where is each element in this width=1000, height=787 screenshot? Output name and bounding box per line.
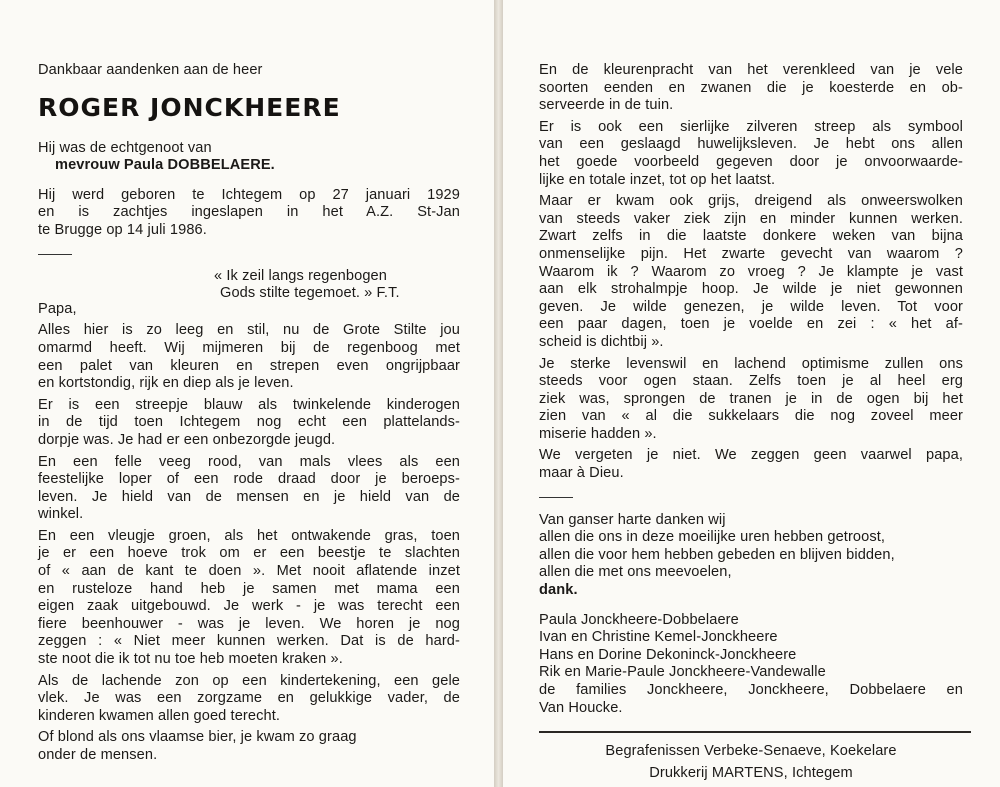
text-line: omarmd heeft. Wij mijmeren bij de regenboog met <box>38 339 460 356</box>
divider-dash <box>38 254 72 255</box>
paragraph <box>539 62 963 115</box>
thanks-line: allen die ons in deze moeilijke uren hebben getroost, <box>539 529 886 546</box>
text-line: Als de lachende zon op een kindertekening, een gele <box>38 672 460 689</box>
footer-line: Begrafenissen Verbeke-Senaeve, Koekelare <box>605 743 897 760</box>
text-line: een paar dagen, toen je voelde en zei : « het af- <box>539 316 963 333</box>
text-line: je er een hoeve trok om er een beestje te slachten <box>38 545 460 562</box>
family-line: Van Houcke. <box>539 699 623 716</box>
text-line: scheid is dichtbij ». <box>539 333 664 350</box>
text-line: van steeds vaker ziek zijn en minder kunnen werken. <box>539 210 963 227</box>
paragraph <box>38 397 460 450</box>
text-line: eigen zaak uitgebouwd. Je werk - je was terecht een <box>38 598 460 615</box>
text-line: feestelijke loper of een rode draad door je beroeps- <box>38 471 460 488</box>
text-line: fiere beenhouwer - was je leven. We horen je nog <box>38 615 460 632</box>
text-line: Waarom ik ? Waarom zo vroeg ? Je klampte je vast <box>539 263 963 280</box>
text-line: Er is een streepje blauw als twinkelende kinderogen <box>38 396 460 413</box>
text-line: ziek was, sprongen de tranen je in de ogen bij het <box>539 390 963 407</box>
paragraph <box>38 729 460 764</box>
text-line: geven. Je wilde genezen, je wilde leven. Tot voor <box>539 298 963 315</box>
quote-line: Gods stilte tegemoet. » F.T. <box>220 285 400 302</box>
text-line: zien van « al die sukkelaars die nog zoveel meer <box>539 408 963 425</box>
text-line: Er is ook een sierlijke zilveren streep als symbool <box>539 118 963 135</box>
text-line: van een geslaagd huwelijksleven. Je hebt ons allen <box>539 136 963 153</box>
text-line: winkel. <box>38 506 84 523</box>
birth-line: en is zachtjes ingeslapen in het A.Z. St-Jan <box>38 204 460 221</box>
thanks-line: Van ganser harte danken wij <box>539 511 726 528</box>
text-line: En een felle veeg rood, van mals vlees als een <box>38 453 460 470</box>
family-block <box>539 612 963 718</box>
family-line: de families Jonckheere, Jonckheere, Dobbelaere en <box>539 682 963 698</box>
text-line: kinderen kwamen allen goed terecht. <box>38 707 281 724</box>
birth-line: te Brugge op 14 juli 1986. <box>38 221 207 238</box>
paragraph <box>539 356 963 444</box>
text-line: het goede voorbeeld gegeven door je onvoorwaarde- <box>539 153 963 170</box>
text-line: Of blond als ons vlaamse bier, je kwam zo graag <box>38 729 357 746</box>
family-line: Rik en Marie-Paule Jonckheere-Vandewalle <box>539 664 826 681</box>
text-line: of « aan de kant te doen ». Met nooit aflatende inzet <box>38 563 460 580</box>
paragraph <box>539 119 963 189</box>
paragraph <box>38 528 460 669</box>
salutation: Papa, <box>38 300 77 317</box>
spouse-name: mevrouw Paula DOBBELAERE. <box>55 157 275 174</box>
text-line: onder de mensen. <box>38 747 158 763</box>
right-page <box>502 0 1000 787</box>
text-line: ste noot die ik tot nu toe heb moeten kraken ». <box>38 651 343 668</box>
text-line: een palet van kleuren en strepen even ongrijpbaar <box>38 357 460 374</box>
text-line: soorten eenden en zwanen die je koesterde en ob- <box>539 79 963 96</box>
text-line: Alles hier is zo leeg en stil, nu de Grote Stilte jou <box>38 322 460 339</box>
text-line: leven. Je hield van de mensen en je hield van de <box>38 488 460 505</box>
paragraph <box>38 673 460 726</box>
paragraph <box>539 193 963 351</box>
text-line: We vergeten je niet. We zeggen geen vaarwel papa, <box>539 447 963 464</box>
paragraph <box>38 322 460 392</box>
text-line: aan elk strohalmpje hoop. Je wilde je niet gewonnen <box>539 281 963 298</box>
family-line: Paula Jonckheere-Dobbelaere <box>539 611 739 628</box>
spouse-line: Hij was de echtgenoot van <box>38 139 212 156</box>
footer-rule <box>539 731 971 733</box>
text-line: miserie hadden ». <box>539 425 657 442</box>
left-page <box>0 0 495 787</box>
text-line: steeds voor ogen staan. Zelfs toen je al heel erg <box>539 373 963 390</box>
right-column <box>539 62 963 782</box>
text-line: onmenselijke pijn. Het zwarte gevecht van waarom ? <box>539 245 963 262</box>
text-line: zeggen : « Niet meer kunnen werken. Dat is de hard- <box>38 633 460 650</box>
deceased-name: ROGER JONCKHEERE <box>38 92 341 122</box>
page-fold <box>495 0 502 787</box>
text-line: en rusteloze hand heb je samen met mama een <box>38 580 460 597</box>
paragraph <box>539 447 963 482</box>
thanks-line: allen die met ons meevoelen, <box>539 564 732 581</box>
birth-line: Hij werd geboren te Ichtegem op 27 januari 1929 <box>38 186 460 203</box>
left-column <box>38 62 460 765</box>
intro-text: Dankbaar aandenken aan de heer <box>38 62 263 78</box>
footer-line: Drukkerij MARTENS, Ichtegem <box>649 764 853 781</box>
thanks-block <box>539 512 963 600</box>
text-line: En de kleurenpracht van het verenkleed van je vele <box>539 62 963 78</box>
thanks-line: dank. <box>539 582 578 599</box>
text-line: maar à Dieu. <box>539 465 624 482</box>
family-line: Hans en Dorine Dekoninck-Jonckheere <box>539 646 797 663</box>
text-line: vlek. Je was een zorgzame en gelukkige vader, de <box>38 690 460 707</box>
text-line: dorpje was. Je had er een onbezorgde jeugd. <box>38 431 336 448</box>
text-line: Zwart zelfs in die laatste donkere weken van bijna <box>539 228 963 245</box>
thanks-line: allen die voor hem hebben gebeden en blijven bidden, <box>539 546 895 563</box>
text-line: En een vleugje groen, als het ontwakende gras, toen <box>38 527 460 544</box>
quote-line: « Ik zeil langs regenbogen <box>214 267 387 284</box>
footer-block <box>539 743 963 782</box>
text-line: in de tijd toen Ichtegem nog echt een plattelands- <box>38 414 460 431</box>
text-line: Maar er kwam ook grijs, dreigend als onweerswolken <box>539 193 963 210</box>
text-line: serveerde in de tuin. <box>539 97 674 114</box>
paragraph <box>38 454 460 524</box>
text-line: lijke en totale inzet, tot op het laatst. <box>539 171 776 188</box>
text-line: en kortstondig, rijk en diep als je leven. <box>38 375 294 392</box>
divider-dash <box>539 497 573 498</box>
text-line: Je sterke levenswil en lachend optimisme zullen ons <box>539 355 963 372</box>
family-line: Ivan en Christine Kemel-Jonckheere <box>539 629 778 646</box>
